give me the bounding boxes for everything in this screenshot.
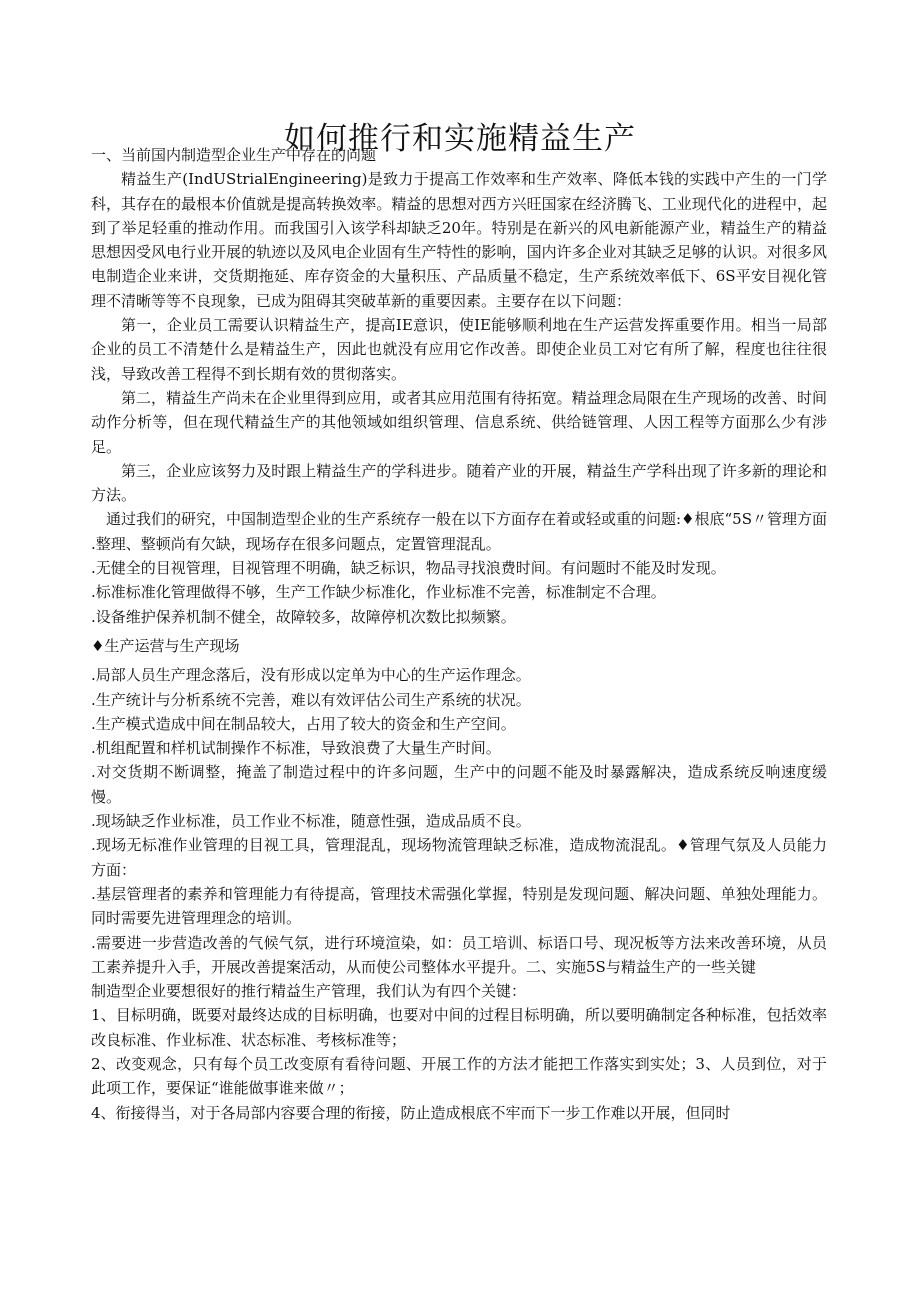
paragraph: 一、当前国内制造型企业生产中存在的问题: [91, 146, 377, 164]
document-body: [91, 143, 827, 1125]
paragraph: .机组配置和样机试制操作不标准，导致浪费了大量生产时间。: [91, 739, 501, 758]
paragraph: 制造型企业要想很好的推行精益生产管理，我们认为有四个关键：: [91, 982, 527, 1001]
paragraph: .整理、整顿尚有欠缺，现场存在很多问题点，定置管理混乱。: [91, 534, 501, 553]
paragraph: .标准标准化管理做得不够，生产工作缺少标准化，作业标准不完善，标准制定不合理。: [91, 583, 666, 602]
paragraph: .现场无标准作业管理的目视工具，管理混乱，现场物流管理缺乏标准，造成物流混乱。♦管理气氛及人员能力方面：: [91, 836, 827, 879]
paragraph: .现场缺乏作业标准，员工作业不标准，随意性强，造成品质不良。: [91, 812, 531, 831]
paragraph: .设备维护保养机制不健全，故障较多，故障停机次数比拟频繁。: [91, 607, 516, 626]
paragraph: .对交货期不断调整，掩盖了制造过程中的许多问题，生产中的问题不能及时暴露解决，造成系统反响速度缓慢。: [91, 763, 827, 806]
paragraph: 第二，精益生产尚未在企业里得到应用，或者其应用范围有待拓宽。精益理念局限在生产现场的改善、时间动作分析等，但在现代精益生产的其他领域如组织管理、信息系统、供给链管理、人因工程等方面那么少有涉足。: [91, 388, 827, 456]
paragraph: 第一，企业员工需要认识精益生产，提高IE意识，使IE能够顺利地在生产运营发挥重要作用。相当一局部企业的员工不清楚什么是精益生产，因此也就没有应用它作改善。即使企业员工对它有所了解，程度也往往很浅，导致改善工程得不到长期有效的贯彻落实。: [91, 316, 827, 383]
paragraph: 4、衔接得当，对于各局部内容要合理的衔接，防止造成根底不牢而下一步工作难以开展，但同时: [91, 1103, 731, 1122]
paragraph: .基层管理者的素养和管理能力有待提高，管理技术需强化掌握，特别是发现问题、解决问题、单独处理能力。同时需要先进管理理念的培训。: [91, 884, 827, 928]
paragraph: .无健全的目视管理，目视管理不明确，缺乏标识，物品寻找浪费时间。有问题时不能及时发现。: [91, 559, 726, 578]
paragraph: 1、目标明确，既要对最终达成的目标明确，也要对中间的过程目标明确，所以要明确制定各种标准，包括效率改良标准、作业标准、状态标准、考核标准等；: [91, 1006, 827, 1049]
paragraph: 第三，企业应该努力及时跟上精益生产的学科进步。随着产业的开展，精益生产学科出现了许多新的理论和方法。: [91, 461, 827, 505]
paragraph: .需要进一步营造改善的气候气氛，进行环境渲染，如：员工培训、标语口号、现况板等方法来改善环境，从员工素养提升入手，开展改善提案活动，从而使公司整体水平提升。二、实施5S与精益生产的一些关键: [91, 933, 827, 976]
paragraph: 精益生产(IndUStrialEngineering)是致力于提高工作效率和生产效率、降低本钱的实践中产生的一门学科，其存在的最根本价值就是提高转换效率。精益的思想对西方兴旺国家在经济腾飞、工业现代化的进程中，起到了举足轻重的推动作用。而我国引入该学科却缺乏20年。特别是在新兴的风电新能源产业，精益生产的精益思想因受风电行业开展的轨迹以及风电企业固有生产特性的影响，国内许多企业对其缺乏足够的认识。对很多风电制造企业来讲，交货期拖延、库存资金的大量积压、产品质量不稳定，生产系统效率低下、6S平安目视化管理不清晰等等不良现象，已成为阻碍其突破革新的重要因素。主要存在以下问题：: [91, 170, 827, 310]
paragraph: .局部人员生产理念落后，没有形成以定单为中心的生产运作理念。: [91, 666, 531, 685]
paragraph: ♦生产运营与生产现场: [91, 636, 240, 655]
paragraph: 2、改变观念，只有每个员工改变原有看待问题、开展工作的方法才能把工作落实到实处；3、人员到位，对于此项工作，要保证“谁能做事谁来做〃；: [91, 1054, 827, 1098]
document-title: 如何推行和实施精益生产: [284, 120, 636, 157]
paragraph: 通过我们的研究，中国制造型企业的生产系统存一般在以下方面存在着或轻或重的问题:♦根底“5S〃管理方面: [106, 510, 827, 529]
paragraph: .生产模式造成中间在制品较大，占用了较大的资金和生产空间。: [91, 714, 516, 733]
paragraph: .生产统计与分析系统不完善，难以有效评估公司生产系统的状况。: [91, 690, 531, 709]
